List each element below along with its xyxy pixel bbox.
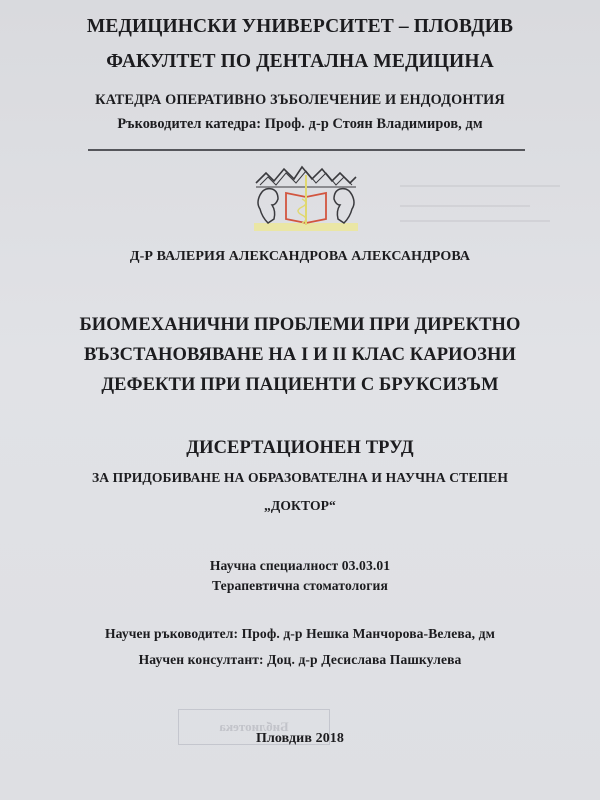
thesis-title-line-1: БИОМЕХАНИЧНИ ПРОБЛЕМИ ПРИ ДИРЕКТНО <box>79 315 521 335</box>
specialty-name: Терапевтична стоматология <box>212 578 388 593</box>
thesis-title-line-3: ДЕФЕКТИ ПРИ ПАЦИЕНТИ С БРУКСИЗЪМ <box>101 375 499 395</box>
work-type: ДИСЕРТАЦИОНЕН ТРУД <box>186 438 414 458</box>
department-head: Ръководител катедра: Проф. д-р Стоян Владимиров, дм <box>117 116 483 132</box>
place-and-year: Пловдив 2018 <box>255 731 345 746</box>
university-crest-icon <box>252 165 360 233</box>
author-name: Д-Р ВАЛЕРИЯ АЛЕКСАНДРОВА АЛЕКСАНДРОВА <box>129 249 471 264</box>
degree-line: ЗА ПРИДОБИВАНЕ НА ОБРАЗОВАТЕЛНА И НАУЧНА СТЕПЕН <box>91 470 508 485</box>
degree-name: „ДОКТОР“ <box>264 498 336 513</box>
faculty-name: ФАКУЛТЕТ ПО ДЕНТАЛНА МЕДИЦИНА <box>106 51 494 72</box>
department-name: КАТЕДРА ОПЕРАТИВНО ЗЪБОЛЕЧЕНИЕ И ЕНДОДОНТИЯ <box>95 92 505 108</box>
thesis-title-line-2: ВЪЗСТАНОВЯВАНЕ НА I И II КЛАС КАРИОЗНИ <box>84 345 516 365</box>
header-divider <box>88 149 525 151</box>
scientific-consultant: Научен консултант: Доц. д-р Десислава Пашкулева <box>138 652 462 667</box>
bleed-through-line <box>400 220 550 222</box>
bleed-through-line <box>400 205 530 207</box>
university-name: МЕДИЦИНСКИ УНИВЕРСИТЕТ – ПЛОВДИВ <box>86 16 514 37</box>
faint-library-stamp: Библиотека <box>178 709 330 745</box>
bleed-through-line <box>400 185 560 187</box>
scientific-supervisor: Научен ръководител: Проф. д-р Нешка Манчорова-Велева, дм <box>104 626 496 641</box>
specialty-code: Научна специалност 03.03.01 <box>209 558 391 573</box>
